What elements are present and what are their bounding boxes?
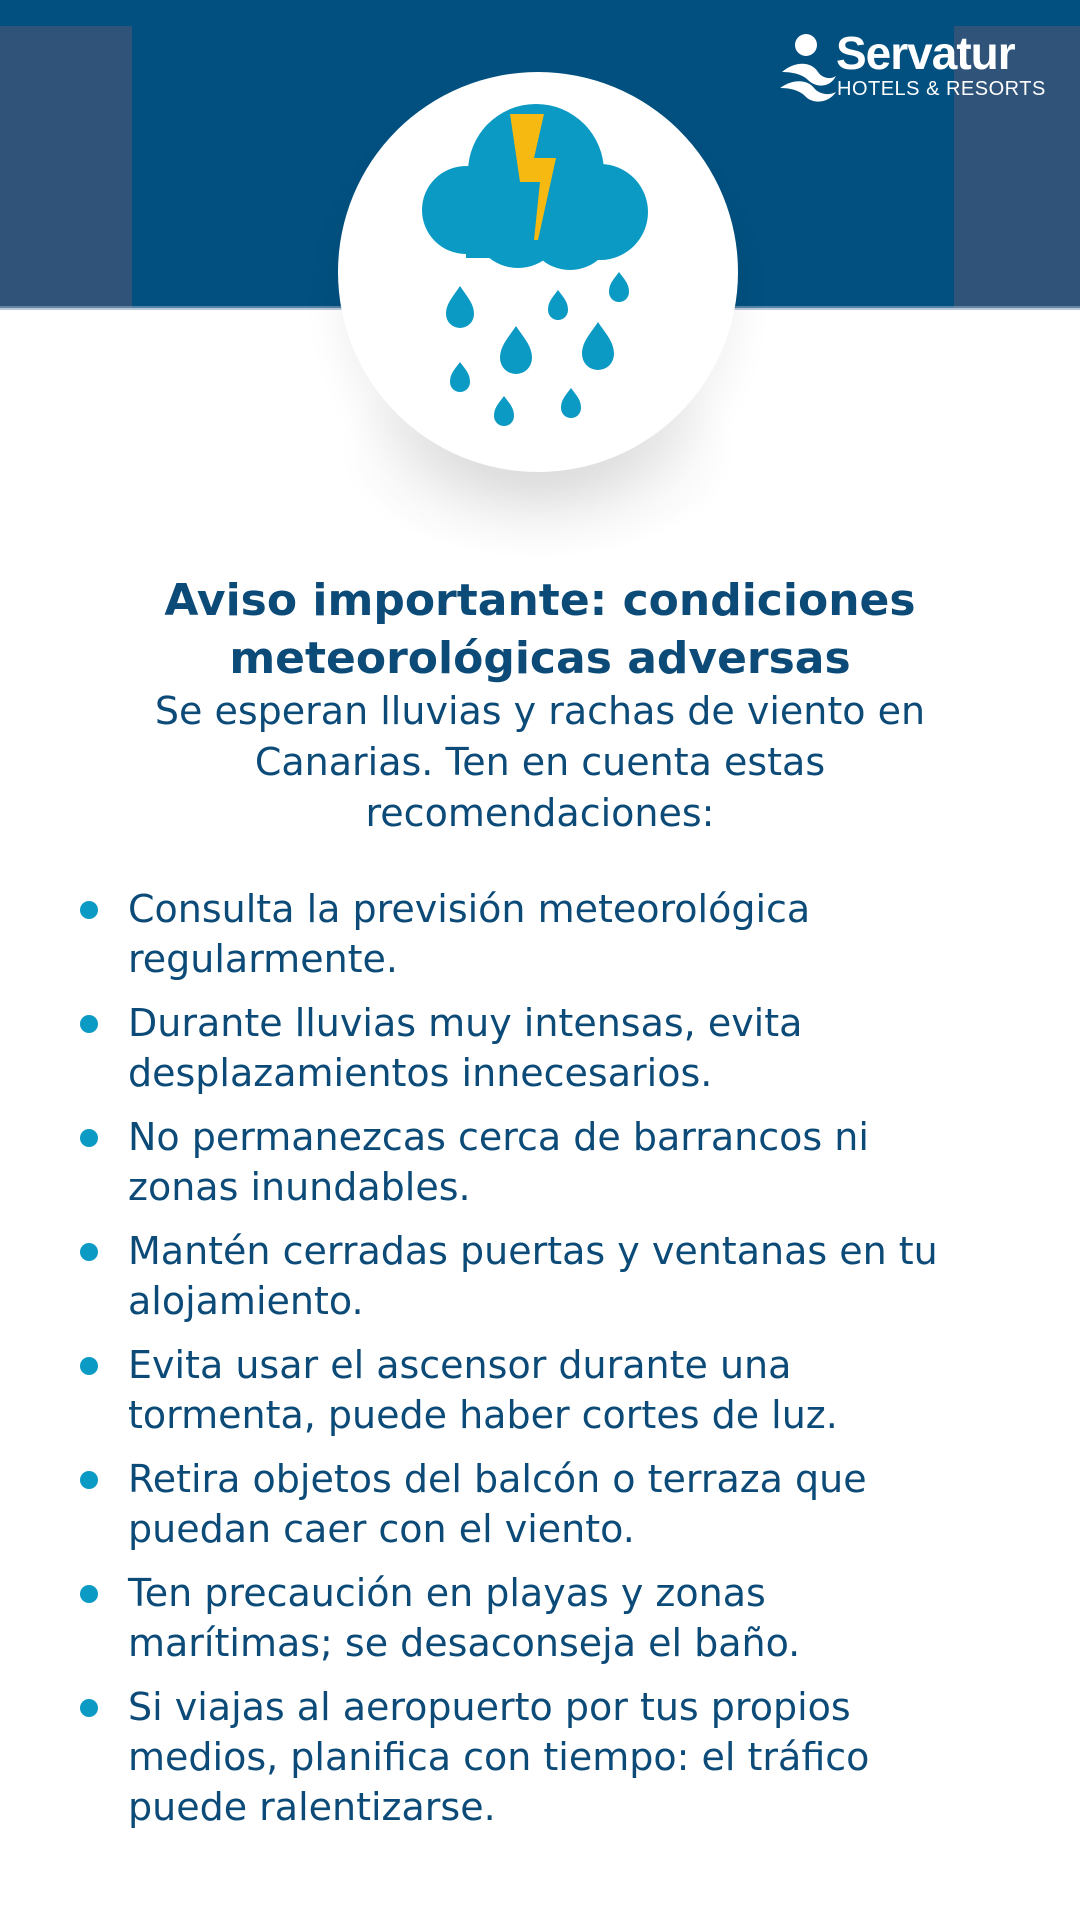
- notice-intro: Se esperan lluvias y rachas de viento en Canarias. Ten en cuenta estas recomendaciones:: [154, 689, 926, 835]
- recommendation-item: [128, 1682, 968, 1832]
- recommendation-item: [128, 1568, 968, 1668]
- bullet-icon: [80, 1471, 98, 1489]
- recommendation-text: Mantén cerradas puertas y ventanas en tu alojamiento.: [128, 1229, 938, 1323]
- brand-subtitle: HOTELS & RESORTS: [837, 78, 1046, 100]
- servatur-logo-icon: [778, 32, 838, 106]
- recommendation-text: Consulta la previsión meteorológica regularmente.: [128, 887, 811, 981]
- bullet-icon: [80, 1699, 98, 1717]
- recommendation-text: Ten precaución en playas y zonas marítimas; se desaconseja el baño.: [128, 1571, 801, 1665]
- bullet-icon: [80, 1129, 98, 1147]
- recommendation-item: [128, 1112, 968, 1212]
- recommendation-item: [128, 998, 968, 1098]
- recommendation-item: [128, 884, 968, 984]
- recommendation-item: [128, 1340, 968, 1440]
- bullet-icon: [80, 1585, 98, 1603]
- recommendation-item: [128, 1454, 968, 1554]
- bullet-icon: [80, 1243, 98, 1261]
- recommendation-item: [128, 1226, 968, 1326]
- recommendation-text: Retira objetos del balcón o terraza que puedan caer con el viento.: [128, 1457, 867, 1551]
- recommendation-text: Durante lluvias muy intensas, evita desplazamientos innecesarios.: [128, 1001, 803, 1095]
- storm-cloud-rain-icon: [338, 72, 738, 472]
- bullet-icon: [80, 1357, 98, 1375]
- notice-title: Aviso importante: condiciones meteorológicas adversas: [164, 575, 916, 684]
- recommendation-text: No permanezcas cerca de barrancos ni zonas inundables.: [128, 1115, 869, 1209]
- brand-name: Servatur: [836, 27, 1015, 79]
- left-side-panel: [0, 26, 132, 308]
- recommendation-text: Si viajas al aeropuerto por tus propios medios, planifica con tiempo: el tráfico puede ralentizarse.: [128, 1685, 870, 1829]
- servatur-logo: [778, 27, 1046, 112]
- recommendation-text: Evita usar el ascensor durante una tormenta, puede haber cortes de luz.: [128, 1343, 838, 1437]
- bullet-icon: [80, 1015, 98, 1033]
- bullet-icon: [80, 901, 98, 919]
